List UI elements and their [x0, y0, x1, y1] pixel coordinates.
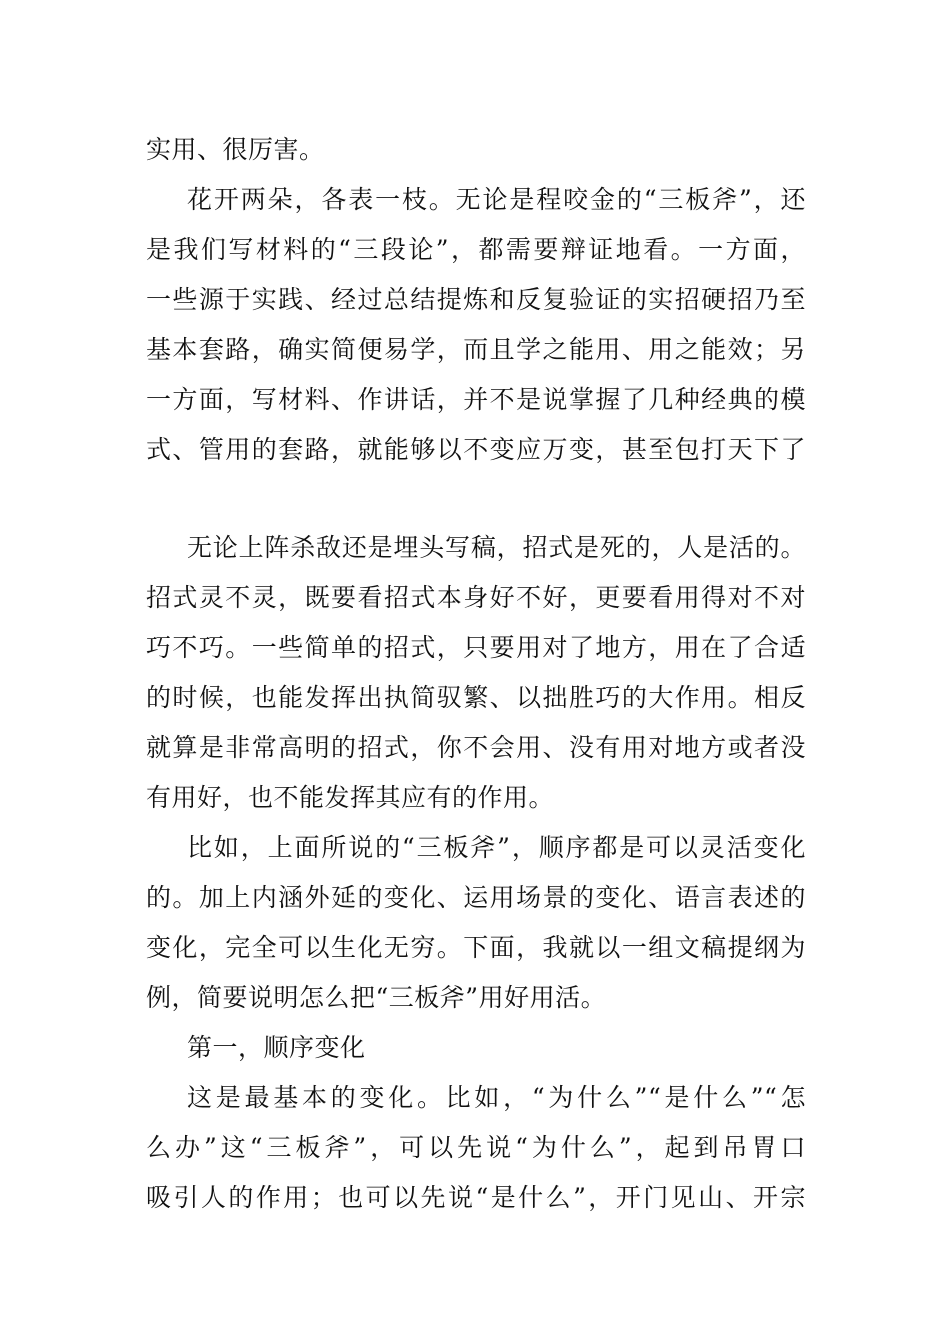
paragraph-line: 式、管用的套路，就能够以不变应万变，甚至包打天下了 [146, 435, 806, 464]
paragraph-line: 有用好，也不能发挥其应有的作用。 [146, 783, 555, 812]
paragraph-line: 花开两朵，各表一枝。无论是程咬金的“三板斧”，还 [187, 185, 806, 214]
paragraph-line: 么办”这“三板斧”，可以先说“为什么”，起到吊胃口 [146, 1133, 806, 1162]
paragraph-line: 这是最基本的变化。比如，“为什么”“是什么”“怎 [187, 1083, 806, 1112]
paragraph-line: 无论上阵杀敌还是埋头写稿，招式是死的，人是活的。 [187, 533, 806, 562]
paragraph-line: 基本套路，确实简便易学，而且学之能用、用之能效；另 [146, 335, 806, 364]
paragraph-line: 例，简要说明怎么把“三板斧”用好用活。 [146, 983, 607, 1012]
section-heading: 第一，顺序变化 [187, 1033, 366, 1062]
paragraph-line: 巧不巧。一些简单的招式，只要用对了地方，用在了合适 [146, 633, 806, 662]
paragraph-line: 的时候，也能发挥出执简驭繁、以拙胜巧的大作用。相反 [146, 683, 806, 712]
paragraph-line: 吸引人的作用；也可以先说“是什么”，开门见山、开宗 [146, 1183, 806, 1212]
paragraph-line: 的。加上内涵外延的变化、运用场景的变化、语言表述的 [146, 883, 806, 912]
paragraph-line: 比如，上面所说的“三板斧”，顺序都是可以灵活变化 [187, 833, 806, 862]
text-line: 实用、很厉害。 [146, 135, 325, 164]
paragraph-line: 一方面，写材料、作讲话，并不是说掌握了几种经典的模 [146, 385, 806, 414]
paragraph-line: 变化，完全可以生化无穷。下面，我就以一组文稿提纲为 [146, 933, 806, 962]
paragraph-line: 一些源于实践、经过总结提炼和反复验证的实招硬招乃至 [146, 285, 806, 314]
paragraph-line: 就算是非常高明的招式，你不会用、没有用对地方或者没 [146, 733, 806, 762]
paragraph-line: 是我们写材料的“三段论”，都需要辩证地看。一方面， [146, 235, 806, 264]
paragraph-line: 招式灵不灵，既要看招式本身好不好，更要看用得对不对 [146, 583, 806, 612]
